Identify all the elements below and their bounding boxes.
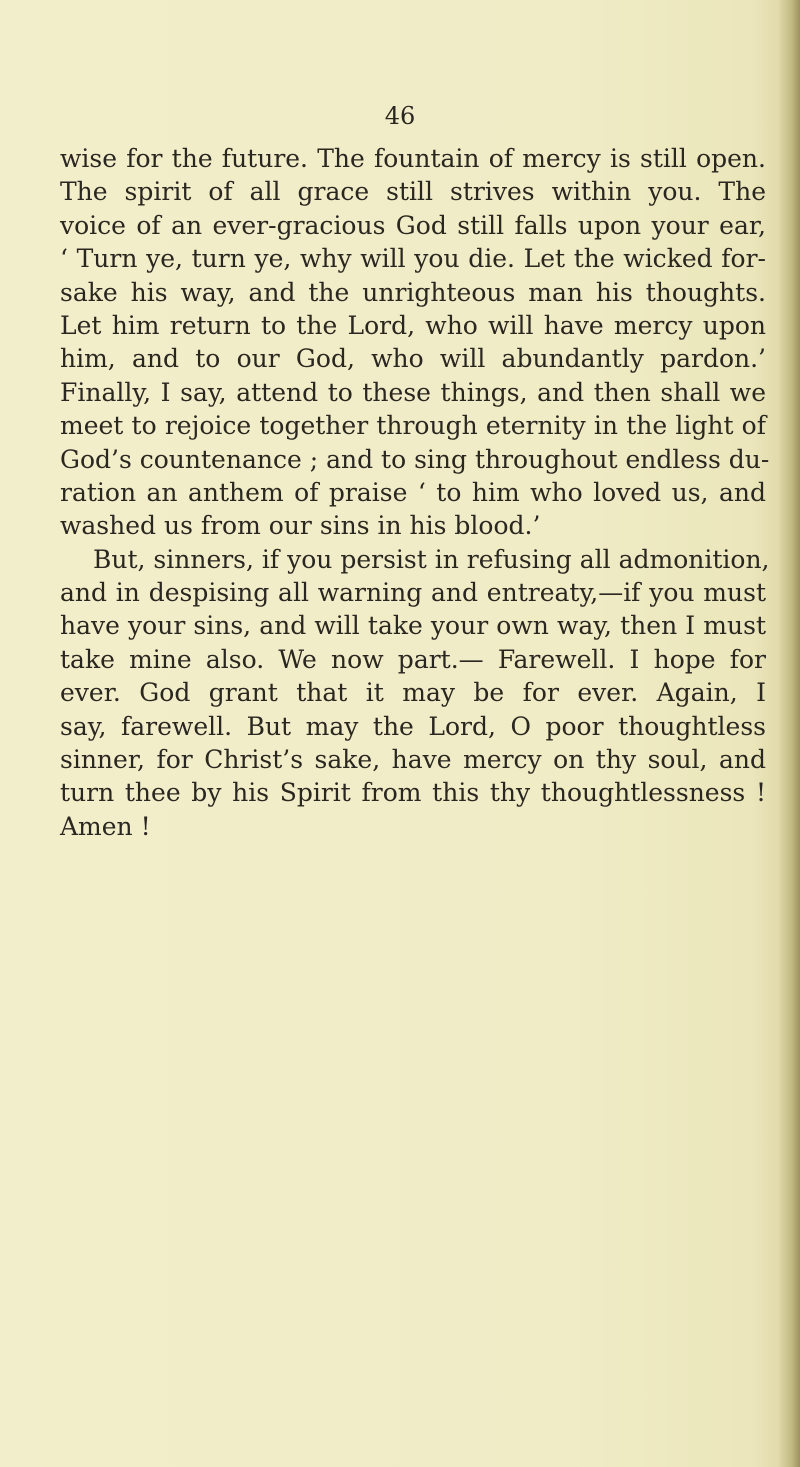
page-edge-shadow xyxy=(778,0,800,1467)
text-line: sake his way, and the unrighteous man his thoughts. xyxy=(60,277,766,307)
text-line: But, sinners, if you persist in refusing all admonition, xyxy=(93,544,770,574)
text-line: voice of an ever-gracious God still falls upon your ear, xyxy=(60,210,766,240)
text-line: meet to rejoice together through eternity in the light of xyxy=(60,411,766,441)
text-line: ration an anthem of praise ‘ to him who loved us, and xyxy=(60,477,766,507)
text-line: take mine also. We now part.— Farewell. I hope for xyxy=(60,644,766,674)
text-line: ‘ Turn ye, turn ye, why will you die. Let the wicked for- xyxy=(60,244,766,274)
text-line: say, farewell. But may the Lord, O poor thoughtless xyxy=(60,711,766,741)
text-line: ever. God grant that it may be for ever. Again, I xyxy=(60,678,766,708)
text-line: washed us from our sins in his blood.’ xyxy=(60,511,541,541)
text-line: and in despising all warning and entreaty,—if you must xyxy=(60,578,766,608)
body-text xyxy=(60,142,770,843)
text-line: him, and to our God, who will abundantly pardon.’ xyxy=(60,344,766,374)
text-line: sinner, for Christ’s sake, have mercy on thy soul, and xyxy=(60,745,766,775)
text-line: wise for the future. The fountain of mercy is still open. xyxy=(60,144,766,173)
text-line: Amen ! xyxy=(60,811,151,841)
page-number: 46 xyxy=(384,102,416,130)
text-line: have your sins, and will take your own way, then I must xyxy=(60,611,766,641)
text-line: turn thee by his Spirit from this thy thoughtlessness ! xyxy=(60,778,766,808)
text-line: Finally, I say, attend to these things, and then shall we xyxy=(60,377,766,407)
text-line: God’s countenance ; and to sing throughout endless du- xyxy=(60,444,770,474)
text-line: The spirit of all grace still strives within you. The xyxy=(60,177,766,207)
text-line: Let him return to the Lord, who will have mercy upon xyxy=(60,310,766,340)
